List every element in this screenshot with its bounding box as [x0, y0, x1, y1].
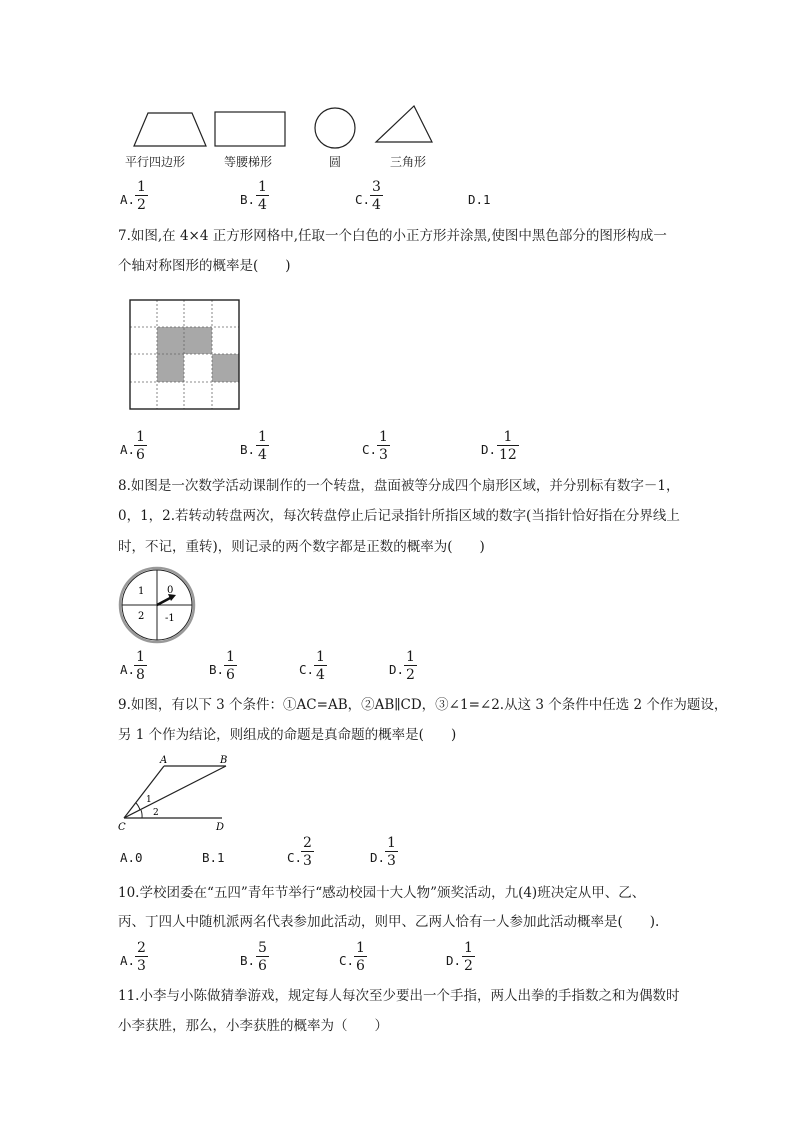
q6-option-c-label[interactable]: C.: [355, 192, 371, 207]
q6-c-numerator: 3: [372, 179, 381, 195]
q10-d-denominator: 2: [464, 958, 473, 974]
q6-option-c-fraction: [370, 180, 383, 212]
spinner-sector-1: 1: [138, 586, 145, 597]
q10-d-numerator: 1: [464, 940, 473, 956]
q8-d-numerator: 1: [406, 649, 415, 665]
q8-option-a-label[interactable]: A.: [120, 662, 136, 677]
q8-option-c-fraction: [314, 650, 327, 682]
shape-label-parallelogram: 平行四边形: [125, 155, 186, 169]
q9-c-numerator: 2: [303, 835, 312, 851]
point-label-b: B: [220, 755, 228, 766]
q9-option-c-label[interactable]: C.: [287, 850, 303, 865]
q8-option-d-label[interactable]: D.: [389, 662, 405, 677]
q8-c-numerator: 1: [316, 649, 325, 665]
q6-shapes-figure: [120, 100, 450, 160]
q7-d-denominator: 12: [499, 447, 517, 463]
q6-a-denominator: 2: [137, 197, 146, 213]
shape-label-triangle: 三角形: [390, 155, 427, 169]
point-label-d: D: [216, 822, 225, 833]
q8-text-line3: 时，不记，重转)，则记录的两个数字都是正数的概率为( ): [118, 539, 485, 555]
grid-shaded-cell-r1c1: [157, 327, 184, 354]
rectangle-shape: [215, 112, 285, 146]
q10-a-numerator: 2: [137, 940, 146, 956]
parallelogram-shape: [134, 113, 206, 146]
q8-option-d-fraction: [404, 650, 417, 682]
spinner-sector-neg1: -1: [165, 613, 175, 624]
q6-option-b-label[interactable]: B.: [240, 192, 256, 207]
q9-text-line1: 9.如图，有以下 3 个条件：①AC=AB，②AB∥CD，③∠1=∠2.从这 3 个条件中任选 2 个作为题设，: [118, 697, 728, 713]
q10-option-d-fraction: [462, 941, 475, 973]
q7-option-a-fraction: [134, 430, 147, 462]
q10-option-b-fraction: [256, 941, 269, 973]
q7-c-numerator: 1: [379, 429, 388, 445]
q9-geometry-figure: [114, 752, 234, 834]
q8-c-denominator: 4: [316, 667, 325, 683]
q7-c-denominator: 3: [379, 447, 388, 463]
q10-text-line2: 丙、丁四人中随机派两名代表参加此活动，则甲、乙两人恰有一人参加此活动概率是( ).: [118, 914, 660, 930]
grid-shaded-cell-r2c1: [157, 354, 184, 382]
q10-option-d-label[interactable]: D.: [446, 953, 462, 968]
q8-spinner-figure: [118, 566, 198, 646]
q6-option-a-fraction: [135, 180, 148, 212]
q7-option-d-fraction: [497, 430, 519, 462]
q7-grid-figure: [128, 298, 242, 414]
q9-option-d-fraction: [385, 836, 398, 868]
q7-option-d-label[interactable]: D.: [481, 442, 497, 457]
grid-shaded-cell-r1c2: [184, 327, 212, 354]
spinner-sector-0: 0: [167, 585, 174, 596]
q10-option-c-label[interactable]: C.: [339, 953, 355, 968]
q8-b-numerator: 1: [226, 649, 235, 665]
q9-option-b[interactable]: B.1: [202, 850, 225, 865]
q10-option-b-label[interactable]: B.: [240, 953, 256, 968]
q9-c-denominator: 3: [303, 853, 312, 869]
q10-option-a-fraction: [135, 941, 148, 973]
q8-option-b-fraction: [224, 650, 237, 682]
q7-option-b-label[interactable]: B.: [240, 442, 256, 457]
q9-d-denominator: 3: [387, 853, 396, 869]
shape-label-circle: 圆: [329, 155, 342, 169]
q7-d-numerator: 1: [503, 429, 513, 445]
q6-option-d[interactable]: D.1: [468, 192, 491, 207]
q6-c-denominator: 4: [372, 197, 381, 213]
q10-option-a-label[interactable]: A.: [120, 953, 136, 968]
triangle-shape: [376, 106, 432, 142]
q8-option-b-label[interactable]: B.: [209, 662, 225, 677]
q8-b-denominator: 6: [226, 667, 235, 683]
q6-option-a-label[interactable]: A.: [120, 192, 136, 207]
q9-option-c-fraction: [301, 836, 314, 868]
q10-c-numerator: 1: [356, 940, 365, 956]
q6-a-numerator: 1: [137, 179, 146, 195]
q10-c-denominator: 6: [356, 958, 365, 974]
q9-option-a[interactable]: A.0: [120, 850, 143, 865]
q10-b-numerator: 5: [258, 940, 267, 956]
q7-b-numerator: 1: [258, 429, 267, 445]
q6-option-b-fraction: [256, 180, 269, 212]
q7-option-b-fraction: [256, 430, 269, 462]
q8-option-a-fraction: [134, 650, 147, 682]
q11-text-line1: 11.小李与小陈做猜拳游戏，规定每人每次至少要出一个手指，两人出拳的手指数之和为偶数时: [118, 988, 680, 1004]
circle-shape: [315, 108, 355, 148]
point-label-a: A: [160, 755, 168, 766]
q7-option-c-label[interactable]: C.: [362, 442, 378, 457]
q8-text-line2: 0，1，2.若转动转盘两次，每次转盘停止后记录指针所指区域的数字(当指针恰好指在分界线上: [118, 508, 680, 524]
q8-option-c-label[interactable]: C.: [299, 662, 315, 677]
shape-label-trapezoid: 等腰梯形: [224, 155, 273, 169]
q11-text-line2: 小李获胜，那么，小李获胜的概率为（ ）: [118, 1018, 388, 1034]
q9-text-line2: 另 1 个作为结论，则组成的命题是真命题的概率是( ): [118, 727, 457, 743]
q9-d-numerator: 1: [387, 835, 396, 851]
q9-option-d-label[interactable]: D.: [370, 850, 386, 865]
spinner-pointer-icon: [157, 597, 172, 605]
q8-a-denominator: 8: [136, 667, 145, 683]
q10-option-c-fraction: [354, 941, 367, 973]
q7-option-c-fraction: [377, 430, 390, 462]
q8-d-denominator: 2: [406, 667, 415, 683]
q7-text-line2: 个轴对称图形的概率是( ): [118, 258, 291, 274]
q10-b-denominator: 6: [258, 958, 267, 974]
spinner-sector-2: 2: [138, 611, 145, 622]
q7-option-a-label[interactable]: A.: [120, 442, 136, 457]
q7-a-numerator: 1: [136, 429, 145, 445]
point-label-c: C: [118, 822, 126, 833]
q8-a-numerator: 1: [136, 649, 145, 665]
q7-b-denominator: 4: [258, 447, 267, 463]
q10-a-denominator: 3: [137, 958, 146, 974]
segment-cb: [124, 766, 226, 818]
grid-shaded-cell-r2c3: [212, 354, 239, 382]
q8-text-line1: 8.如图是一次数学活动课制作的一个转盘，盘面被等分成四个扇形区域，并分别标有数字－1，: [118, 478, 680, 494]
q6-b-denominator: 4: [258, 197, 267, 213]
q6-b-numerator: 1: [258, 179, 267, 195]
q7-a-denominator: 6: [136, 447, 145, 463]
q10-text-line1: 10.学校团委在“五四”青年节举行“感动校园十大人物”颁奖活动，九(4)班决定从甲、乙、: [118, 885, 646, 901]
angle-label-1: 1: [146, 795, 152, 805]
q7-text-line1: 7.如图,在 4×4 正方形网格中,任取一个白色的小正方形并涂黑,使图中黑色部分的图形构成一: [118, 228, 667, 244]
angle-label-2: 2: [153, 808, 159, 818]
